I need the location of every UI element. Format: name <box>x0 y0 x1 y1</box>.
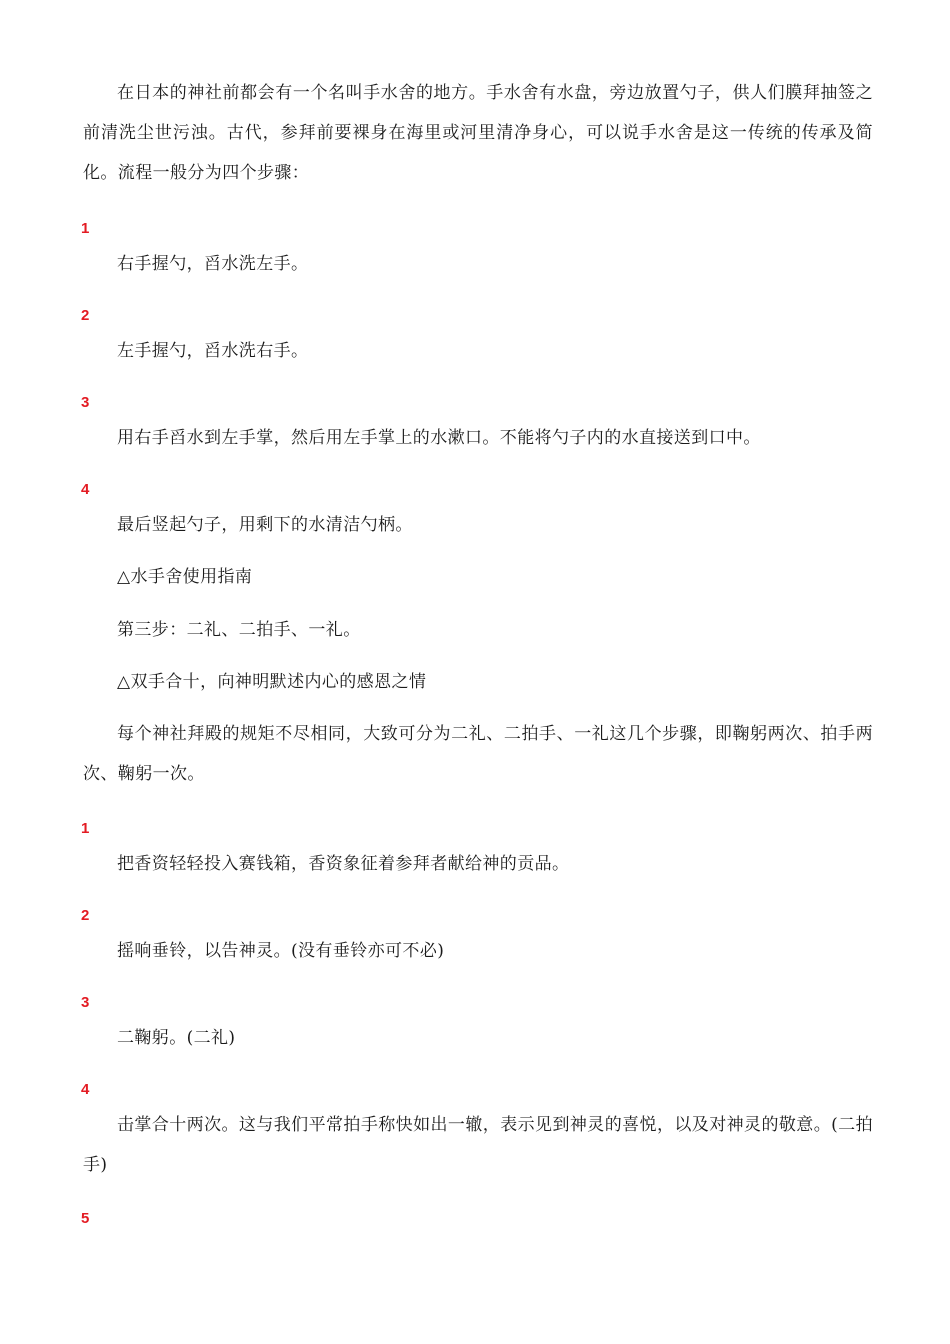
worship-step-text-1: 把香资轻轻投入赛钱箱，香资象征着参拜者献给神的贡品。 <box>117 854 570 874</box>
water-step-number-4: 4 <box>81 481 90 498</box>
water-step-number-1: 1 <box>81 220 90 237</box>
water-step-text-4: 最后竖起勺子，用剩下的水清洁勺柄。 <box>117 515 413 535</box>
water-step-text-1: 右手握勺，舀水洗左手。 <box>117 254 309 274</box>
worship-step-number-4: 4 <box>81 1081 90 1098</box>
water-step-text-2: 左手握勺，舀水洗右手。 <box>117 341 309 361</box>
worship-step-number-2: 2 <box>81 907 90 924</box>
water-step-number-3: 3 <box>81 394 90 411</box>
worship-step-text-4: 击掌合十两次。这与我们平常拍手称快如出一辙，表示见到神灵的喜悦，以及对神灵的敬意。(二拍手) <box>83 1115 873 1175</box>
worship-step-number-5: 5 <box>81 1210 90 1227</box>
worship-intro-paragraph: 每个神社拜殿的规矩不尽相同，大致可分为二礼、二拍手、一礼这几个步骤，即鞠躬两次、拍手两次、鞠躬一次。 <box>83 724 873 784</box>
step-three-heading: 第三步：二礼、二拍手、一礼。 <box>117 620 361 640</box>
worship-step-number-1: 1 <box>81 820 90 837</box>
caption-water: △水手舍使用指南 <box>117 567 253 587</box>
caption-hands: △双手合十，向神明默述内心的感恩之情 <box>117 672 427 692</box>
water-step-number-2: 2 <box>81 307 90 324</box>
worship-step-text-3: 二鞠躬。(二礼) <box>117 1028 236 1048</box>
intro-paragraph: 在日本的神社前都会有一个名叫手水舍的地方。手水舍有水盘，旁边放置勺子，供人们膜拜抽签之前清洗尘世污浊。古代，参拜前要裸身在海里或河里清净身心，可以说手水舍是这一传统的传承及简化。流程一般分为四个步骤： <box>83 83 873 183</box>
water-step-text-3: 用右手舀水到左手掌，然后用左手掌上的水漱口。不能将勺子内的水直接送到口中。 <box>117 428 761 448</box>
worship-step-text-2: 摇响垂铃，以告神灵。(没有垂铃亦可不必) <box>117 941 445 961</box>
worship-step-number-3: 3 <box>81 994 90 1011</box>
